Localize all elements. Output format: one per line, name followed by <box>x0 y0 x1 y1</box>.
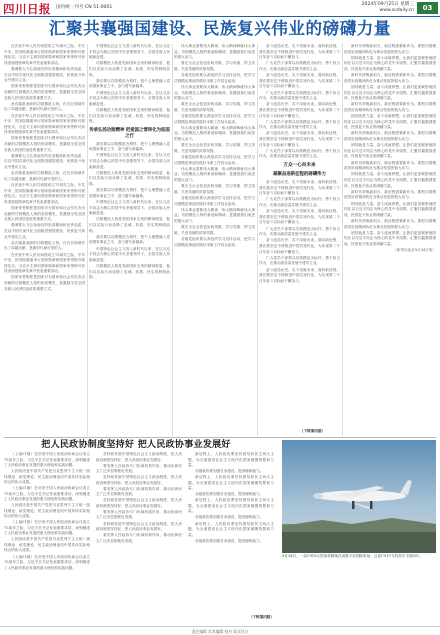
paragraph: 奋斗创造历史，实干成就未来。面向新征程，我们要坚定不移推进中国式现代化，为实现第二个百年奋斗目标而不懈奋斗。 <box>259 209 340 225</box>
paragraph: 广大党员干部要以功勋模范为标杆，勇于担当作为，在推动高质量发展中建功立业。 <box>259 119 340 130</box>
paragraph: 各级党组织要认真组织学习宣传活动，把学习功勋模范事迹同做好本职工作结合起来。 <box>174 195 255 206</box>
paragraph: 奋斗创造历史，实干成就未来。面向新征程，我们要坚定不移推进中国式现代化，为实现第二个百年奋斗目标而不懈奋斗。 <box>259 238 340 254</box>
paragraph: 广大党员干部要以功勋模范为标杆，勇于担当作为，在推动高质量发展中建功立业。 <box>259 197 340 207</box>
paragraph: 团结就是力量，奋斗成就梦想。让我们更加紧密地团结在以习近平同志为核心的党中央周围，汇聚共襄强国建设、民族复兴伟业的磅礴力量。 <box>344 143 436 159</box>
section-subhead: 传承弘扬功勋精神 把爱国之情转化为报国之行 <box>89 127 170 139</box>
paragraph: 奋斗创造历史，实干成就未来。面向新征程，我们要坚定不移推进中国式现代化，为实现第二个百年奋斗目标而不懈奋斗。 <box>259 267 340 283</box>
section-heading: 万众一心向未来 <box>283 163 316 169</box>
paragraph: 新征程上，人民政协要坚持团结和民主两大主题，为全面建设社会主义现代化国家凝聚智慧和力量。 <box>188 498 274 514</box>
airplane-photo-icon <box>282 440 436 553</box>
paragraph: 坚持和发展中国特色社会主义政治制度，把人民政协制度坚持好，把人民政协事业发展好。 <box>96 475 182 485</box>
paragraph: 坚持和发展中国特色社会主义政治制度，把人民政协制度坚持好，把人民政协事业发展好。 <box>96 452 182 462</box>
paragraph: 奋斗创造历史，实干成就未来。面向新征程，我们要坚定不移推进中国式现代化，为实现第二个百年奋斗目标而不懈奋斗。 <box>259 180 340 196</box>
paragraph: 坚持和发展中国特色社会主义政治制度，把人民政协制度坚持好，把人民政协事业发展好。 <box>96 521 182 532</box>
paragraph: 在庆祝中华人民共和国成立75周年之际，中共中央、国务院隆重举行国家勋章和国家荣誉称号颁授仪式。习近平主席向国家勋章和国家荣誉称号获得者颁授勋章奖章并发表重要讲话。 <box>4 113 85 135</box>
paragraph: 中国特色社会主义进入新时代以来，在以习近平同志为核心的党中央坚强领导下，全国各族人民砥砺奋进。 <box>89 44 170 60</box>
paragraph: 要在全社会营造崇尚英雄、学习英雄、捍卫英雄、关爱英雄的浓厚氛围。 <box>174 143 255 153</box>
secondary-headline: 把人民政协制度坚持好 把人民政协事业发展好 <box>41 440 231 450</box>
paragraph: 新时代呼唤新担当，新征程需要新作为。要把功勋模范的崇高精神转化为推动发展的强大动力。 <box>344 218 436 229</box>
paragraph: 要在全社会营造崇尚英雄、学习英雄、捍卫英雄、关爱英雄的浓厚氛围。 <box>174 184 255 194</box>
paragraph: 伟大事业需要伟大精神，伟大精神铸就伟大事业。功勋模范人物的事迹和精神，是激励我们前进的强大动力。 <box>174 207 255 223</box>
paragraph: 团结就是力量，奋斗成就梦想。让我们更加紧密地团结在以习近平同志为核心的党中央周围，汇聚共襄强国建设、民族复兴伟业的磅礴力量。 <box>344 230 436 246</box>
paragraph: 要发挥人民政协专门协商机构作用，推动协商民主广泛多层制度化发展。 <box>96 509 182 520</box>
paragraph: 广大党员干部要以功勋模范为标杆，勇于担当作为，在推动高质量发展中建功立业。 <box>259 90 340 101</box>
paragraph: 中国特色社会主义进入新时代以来，在以习近平同志为核心的党中央坚强领导下，全国各族人民砥砺奋进。 <box>89 246 170 262</box>
paragraph: 要发挥人民政协专门协商机构作用，推动协商民主广泛多层制度化发展。 <box>96 486 182 497</box>
paragraph: 功勋模范人物是党和国家宝贵的精神财富，他们以实际行动诠释了忠诚、执着、朴实的鲜明品格。 <box>89 61 170 77</box>
paragraph: 国家荣誉制度是国家对为国家和社会作出杰出贡献的功勋模范人物的崇高褒奖，是激励全党全国各族人民团结奋进的重要方式。 <box>4 136 85 152</box>
paragraph: （上接01版）在庆祝中国人民政治协商会议成立75周年之际，习近平总书记发表重要讲话，深刻阐述了人民政协事业发展的重大理论和实践问题。 <box>4 520 90 536</box>
paragraph: 各级党组织要认真组织学习宣传活动，把学习功勋模范事迹同做好本职工作结合起来。 <box>174 73 255 83</box>
paragraph: 新时代呼唤新担当，新征程需要新作为。要把功勋模范的崇高精神转化为推动发展的强大动力。 <box>344 131 436 142</box>
column-rule <box>342 44 343 436</box>
paragraph: 人民政协是中国共产党把马克思列宁主义统一战线理论、政党理论、民主政治理论同中国具体实际相结合的伟大成果。 <box>4 537 90 553</box>
paragraph: 我们要以功勋模范为榜样，把个人理想融入党和国家事业之中，奋力谱写新篇章。 <box>89 234 170 245</box>
article-column-3 <box>174 44 255 436</box>
paragraph: 我们要以功勋模范为榜样，把个人理想融入党和国家事业之中，奋力谱写新篇章。 <box>89 78 170 89</box>
continued-note: （下转第四版） <box>300 429 326 433</box>
column-rule <box>87 44 88 436</box>
paragraph: 新时代呼唤新担当，新征程需要新作为。要把功勋模范的崇高精神转化为推动发展的强大动力。 <box>344 189 436 200</box>
paragraph: 奋斗创造历史，实干成就未来。面向新征程，我们要坚定不移推进中国式现代化，为实现第二个百年奋斗目标而不懈奋斗。 <box>259 102 340 118</box>
column-rule <box>172 44 173 436</box>
paragraph: 广大党员干部要以功勋模范为标杆，勇于担当作为，在推动高质量发展中建功立业。 <box>259 148 340 159</box>
paragraph: 要在全社会营造崇尚英雄、学习英雄、捍卫英雄、关爱英雄的浓厚氛围。 <box>174 102 255 112</box>
paragraph: 各级党组织要认真组织学习宣传活动，把学习功勋模范事迹同做好本职工作结合起来。 <box>174 155 255 165</box>
secondary-article <box>4 452 276 622</box>
photo-caption: 9月24日，一架C919大型客机降落在成都天府国际机场，这是C919飞机首次飞抵四川。 <box>282 554 424 558</box>
section-subhead: 凝聚奋进新征程的磅礴伟力 <box>273 172 326 178</box>
dateline: （新华社北京9月24日电） <box>393 248 436 253</box>
paragraph: 此次隆重表彰的功勋模范人物，在各自领域作出了卓越贡献，是新时代最可爱的人。 <box>4 171 85 181</box>
paragraph: 要发挥人民政协专门协商机构作用，推动协商民主广泛多层制度化发展。 <box>96 533 182 543</box>
main-headline: 汇聚共襄强国建设、民族复兴伟业的磅礴力量 <box>49 19 391 38</box>
page-number: 03 <box>417 2 438 14</box>
paragraph: 中国特色社会主义进入新时代以来，在以习近平同志为核心的党中央坚强领导下，全国各族人民砥砺奋进。 <box>89 200 170 216</box>
section-divider <box>4 437 436 438</box>
newspaper-logo: 四川日报 <box>3 2 51 16</box>
paragraph: 各级政协要加强自身建设，提高履职能力。 <box>195 515 264 520</box>
paragraph: 要在全社会营造崇尚英雄、学习英雄、捍卫英雄、关爱英雄的浓厚氛围。 <box>174 61 255 71</box>
article-column-5 <box>344 44 436 436</box>
issue-date <box>362 2 414 14</box>
issue-code: 国内统一刊号 CN 51-0001 <box>56 5 113 10</box>
paragraph: 此次隆重表彰的功勋模范人物，在各自领域作出了卓越贡献，是新时代最可爱的人。 <box>4 101 85 112</box>
paragraph: 伟大事业需要伟大精神，伟大精神铸就伟大事业。功勋模范人物的事迹和精神，是激励我们前进的强大动力。 <box>174 125 255 142</box>
paragraph: 伟大事业需要伟大精神，伟大精神铸就伟大事业。功勋模范人物的事迹和精神，是激励我们前进的强大动力。 <box>174 84 255 101</box>
paragraph: 此次隆重表彰的功勋模范人物，在各自领域作出了卓越贡献，是新时代最可爱的人。 <box>4 240 85 251</box>
paragraph: 中国特色社会主义进入新时代以来，在以习近平同志为核心的党中央坚强领导下，全国各族人民砥砺奋进。 <box>89 90 170 106</box>
paragraph: 在庆祝中华人民共和国成立75周年之际，中共中央、国务院隆重举行国家勋章和国家荣誉称号颁授仪式。习近平主席向国家勋章和国家荣誉称号获得者颁授勋章奖章并发表重要讲话。 <box>4 44 85 65</box>
paragraph: 各级政协要加强自身建设，提高履职能力。 <box>195 469 264 474</box>
paragraph: 广大党员干部要以功勋模范为标杆，勇于担当作为，在推动高质量发展中建功立业。 <box>259 255 340 266</box>
footer-credits: 责任编辑 美术编辑 校对 版式设计 <box>191 629 249 634</box>
paragraph: 功勋模范人物是党和国家宝贵的精神财富，他们以实际行动诠释了忠诚、执着、朴实的鲜明品格。 <box>89 263 170 280</box>
paragraph: 奋斗创造历史，实干成就未来。面向新征程，我们要坚定不移推进中国式现代化，为实现第二个百年奋斗目标而不懈奋斗。 <box>259 131 340 147</box>
secondary-column-2 <box>96 452 182 622</box>
news-photo[interactable] <box>282 440 436 553</box>
paragraph: 伟大事业需要伟大精神，伟大精神铸就伟大事业。功勋模范人物的事迹和精神，是激励我们前进的强大动力。 <box>174 166 255 182</box>
paragraph: 新时代呼唤新担当，新征程需要新作为。要把功勋模范的崇高精神转化为推动发展的强大动力。 <box>344 73 436 83</box>
paragraph: 人民政协是中国共产党把马克思列宁主义统一战线理论、政党理论、民主政治理论同中国具体实际相结合的伟大成果。 <box>4 503 90 519</box>
paragraph: 强调要大力弘扬他们的崇高精神和优秀品质，在以中国式现代化全面推进强国建设、民族复兴伟业中建功立业。 <box>4 66 85 83</box>
paragraph: 团结就是力量，奋斗成就梦想。让我们更加紧密地团结在以习近平同志为核心的党中央周围，汇聚共襄强国建设、民族复兴伟业的磅礴力量。 <box>344 114 436 130</box>
paragraph: 团结就是力量，奋斗成就梦想。让我们更加紧密地团结在以习近平同志为核心的党中央周围，汇聚共襄强国建设、民族复兴伟业的磅礴力量。 <box>344 55 436 71</box>
paragraph: 新征程上，人民政协要坚持团结和民主两大主题，为全面建设社会主义现代化国家凝聚智慧和力量。 <box>188 521 274 537</box>
paragraph: 功勋模范人物是党和国家宝贵的精神财富，他们以实际行动诠释了忠诚、执着、朴实的鲜明品格。 <box>89 170 170 187</box>
continued-note: （下转第四版） <box>248 615 274 619</box>
paragraph: 团结就是力量，奋斗成就梦想。让我们更加紧密地团结在以习近平同志为核心的党中央周围，汇聚共襄强国建设、民族复兴伟业的磅礴力量。 <box>344 84 436 101</box>
paragraph: 各级政协要加强自身建设，提高履职能力。 <box>195 538 264 543</box>
paragraph: 新时代呼唤新担当，新征程需要新作为。要把功勋模范的崇高精神转化为推动发展的强大动力。 <box>344 160 436 171</box>
article-column-2 <box>89 44 170 436</box>
paragraph: （上接01版）在庆祝中国人民政治协商会议成立75周年之际，习近平总书记发表重要讲话，深刻阐述了人民政协事业发展的重大理论和实践问题。 <box>4 486 90 502</box>
paragraph: 新征程上，人民政协要坚持团结和民主两大主题，为全面建设社会主义现代化国家凝聚智慧和力量。 <box>188 475 274 491</box>
paragraph: 新时代呼唤新担当，新征程需要新作为。要把功勋模范的崇高精神转化为推动发展的强大动力。 <box>344 44 436 54</box>
website-line[interactable]: www.scdaily.cn <box>379 7 414 13</box>
paragraph: 人民政协是中国共产党把马克思列宁主义统一战线理论、政党理论、民主政治理论同中国具体实际相结合的伟大成果。 <box>4 469 90 485</box>
paragraph: 团结就是力量，奋斗成就梦想。让我们更加紧密地团结在以习近平同志为核心的党中央周围，汇聚共襄强国建设、民族复兴伟业的磅礴力量。 <box>344 201 436 217</box>
paragraph: 要在全社会营造崇尚英雄、学习英雄、捍卫英雄、关爱英雄的浓厚氛围。 <box>174 225 255 235</box>
paragraph: 我们要以功勋模范为榜样，把个人理想融入党和国家事业之中，奋力谱写新篇章。 <box>89 141 170 152</box>
paragraph: 强调要大力弘扬他们的崇高精神和优秀品质，在以中国式现代化全面推进强国建设、民族复兴伟业中建功立业。 <box>4 223 85 239</box>
paragraph: （上接01版）在庆祝中国人民政治协商会议成立75周年之际，习近平总书记发表重要讲话，深刻阐述了人民政协事业发展的重大理论和实践问题。 <box>4 452 90 467</box>
paragraph: 新征程上，人民政协要坚持团结和民主两大主题，为全面建设社会主义现代化国家凝聚智慧和力量。 <box>188 452 274 467</box>
paragraph: 要发挥人民政协专门协商机构作用，推动协商民主广泛多层制度化发展。 <box>96 463 182 474</box>
secondary-column-3 <box>188 452 274 622</box>
paragraph: 伟大事业需要伟大精神，伟大精神铸就伟大事业。功勋模范人物的事迹和精神，是激励我们前进的强大动力。 <box>174 44 255 60</box>
paragraph: 奋斗创造历史，实干成就未来。面向新征程，我们要坚定不移推进中国式现代化，为实现第二个百年奋斗目标而不懈奋斗。 <box>259 44 340 60</box>
date-line: 2024年09月25日 星期三 <box>361 2 414 7</box>
paragraph: 强调要大力弘扬他们的崇高精神和优秀品质，在以中国式现代化全面推进强国建设、民族复兴伟业中建功立业。 <box>4 153 85 170</box>
paragraph: 国家荣誉制度是国家对为国家和社会作出杰出贡献的功勋模范人物的崇高褒奖，是激励全党全国各族人民团结奋进的重要方式。 <box>4 275 85 291</box>
paragraph: 国家荣誉制度是国家对为国家和社会作出杰出贡献的功勋模范人物的崇高褒奖，是激励全党全国各族人民团结奋进的重要方式。 <box>4 205 85 222</box>
masthead <box>0 0 440 17</box>
paragraph: 各级政协要加强自身建设，提高履职能力。 <box>195 492 264 497</box>
paragraph: 新时代呼唤新担当，新征程需要新作为。要把功勋模范的崇高精神转化为推动发展的强大动力。 <box>344 102 436 112</box>
paragraph: 在庆祝中华人民共和国成立75周年之际，中共中央、国务院隆重举行国家勋章和国家荣誉称号颁授仪式。习近平主席向国家勋章和国家荣誉称号获得者颁授勋章奖章并发表重要讲话。 <box>4 252 85 274</box>
paragraph: 团结就是力量，奋斗成就梦想。让我们更加紧密地团结在以习近平同志为核心的党中央周围，汇聚共襄强国建设、民族复兴伟业的磅礴力量。 <box>344 172 436 188</box>
paragraph: 坚持和发展中国特色社会主义政治制度，把人民政协制度坚持好，把人民政协事业发展好。 <box>96 498 182 508</box>
column-rule <box>257 44 258 436</box>
paragraph: 奋斗创造历史，实干成就未来。面向新征程，我们要坚定不移推进中国式现代化，为实现第二个百年奋斗目标而不懈奋斗。 <box>259 73 340 89</box>
secondary-column-1 <box>4 452 90 622</box>
main-article <box>0 44 440 436</box>
paragraph: 各级党组织要认真组织学习宣传活动，把学习功勋模范事迹同做好本职工作结合起来。 <box>174 236 255 247</box>
paragraph: 我们要以功勋模范为榜样，把个人理想融入党和国家事业之中，奋力谱写新篇章。 <box>89 188 170 198</box>
paragraph: 国家荣誉制度是国家对为国家和社会作出杰出贡献的功勋模范人物的崇高褒奖，是激励全党全国各族人民团结奋进的重要方式。 <box>4 84 85 100</box>
paragraph: 功勋模范人物是党和国家宝贵的精神财富，他们以实际行动诠释了忠诚、执着、朴实的鲜明品格。 <box>89 217 170 233</box>
paragraph: 在庆祝中华人民共和国成立75周年之际，中共中央、国务院隆重举行国家勋章和国家荣誉称号颁授仪式。习近平主席向国家勋章和国家荣誉称号获得者颁授勋章奖章并发表重要讲话。 <box>4 183 85 204</box>
paragraph: 广大党员干部要以功勋模范为标杆，勇于担当作为，在推动高质量发展中建功立业。 <box>259 61 340 71</box>
paragraph: 功勋模范人物是党和国家宝贵的精神财富，他们以实际行动诠释了忠诚、执着、朴实的鲜明品格。 <box>89 107 170 124</box>
paragraph: 广大党员干部要以功勋模范为标杆，勇于担当作为，在推动高质量发展中建功立业。 <box>259 226 340 237</box>
page-footer <box>0 626 440 635</box>
paragraph: （上接01版）在庆祝中国人民政治协商会议成立75周年之际，习近平总书记发表重要讲话，深刻阐述了人民政协事业发展的重大理论和实践问题。 <box>4 554 90 570</box>
article-column-4 <box>259 44 340 436</box>
article-column-1 <box>4 44 85 436</box>
paragraph: 中国特色社会主义进入新时代以来，在以习近平同志为核心的党中央坚强领导下，全国各族人民砥砺奋进。 <box>89 153 170 169</box>
paragraph: 各级党组织要认真组织学习宣传活动，把学习功勋模范事迹同做好本职工作结合起来。 <box>174 114 255 124</box>
